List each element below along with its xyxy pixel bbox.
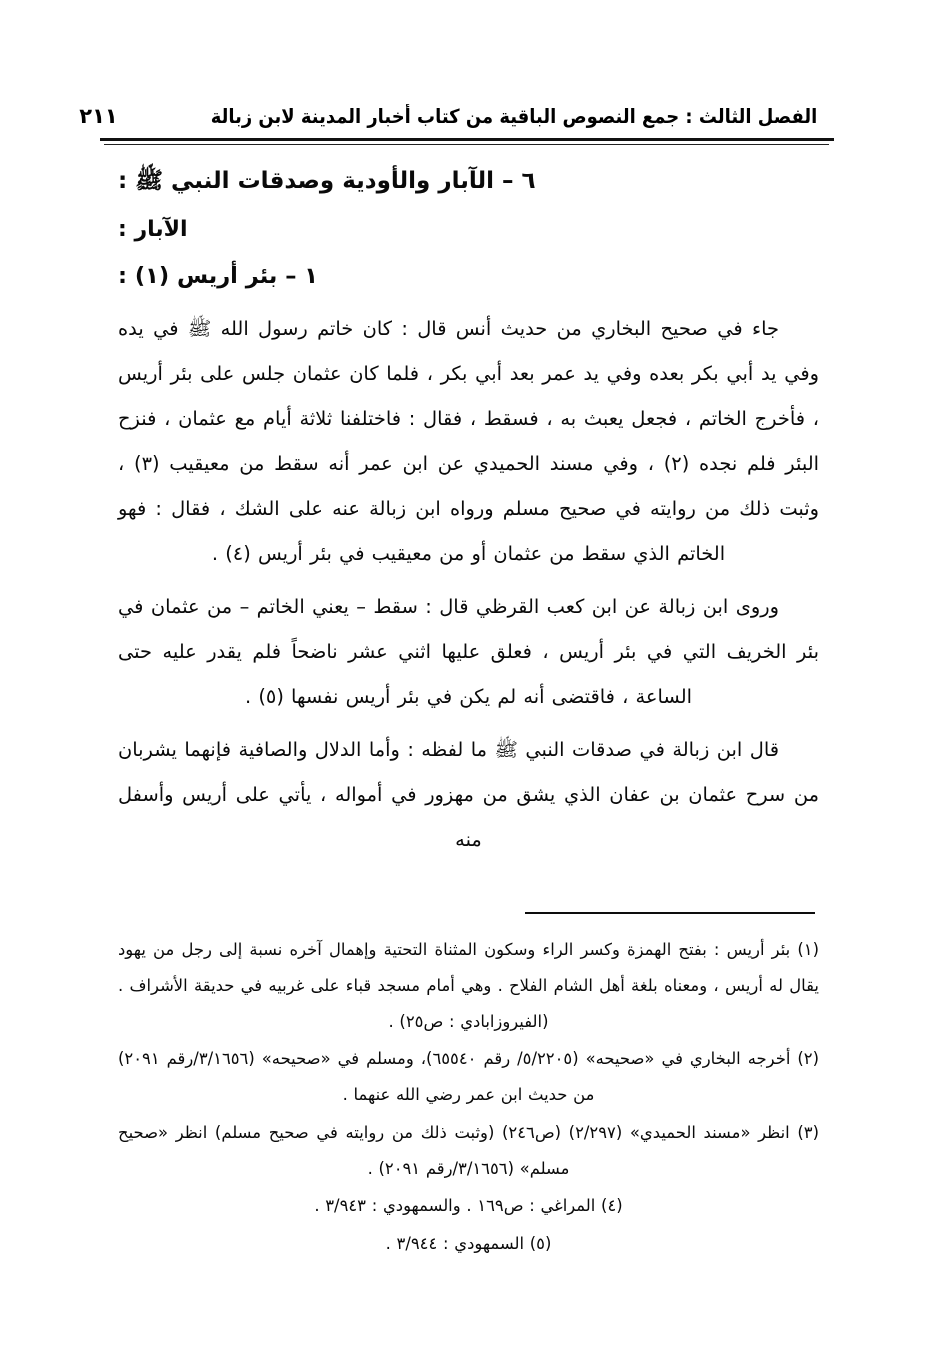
footnote-separator: [525, 912, 815, 914]
footnotes-block: [118, 932, 819, 1264]
header-rule-primary: [100, 138, 834, 141]
running-header: [79, 104, 817, 138]
item-heading: ١ – بئر أريس (١) :: [118, 262, 319, 289]
subsection-heading: الآبار :: [118, 217, 188, 243]
footnote-5: (٥) السمهودي : ٣/٩٤٤ .: [385, 1234, 552, 1254]
footnote-1: (١) بئر أريس : بفتح الهمزة وكسر الراء وسكون المثناة التحتية وإهمال آخره نسبة إلى رجل من يهود يقال له أريس ، ومعناه بلغة أهل الشام الفلاح . وهي أمام مسجد قباء على غربيه في حديقة الأشراف . (الفيروزابادي : ص٢٥) .: [118, 940, 819, 1031]
body-paragraph-2: وروى ابن زبالة عن ابن كعب القرظي قال : سقط – يعني الخاتم – من عثمان في بئر الخريف التي في بئر أريس ، فعلق عليها اثني عشر ناضحاً فلم يقدر عليه حتى الساعة ، فاقتضى أنه لم يكن في بئر أريس نفسها (٥) .: [118, 595, 819, 709]
body-paragraph-3: قال ابن زبالة في صدقات النبي ﷺ ما لفظه : وأما الدلال والصافية فإنهما يشربان من سرح عثمان بن عفان الذي يشق من مهزور في أمواله ، يأتي على أريس وأسفل منه: [118, 738, 819, 852]
page-number: ٢١١: [79, 104, 118, 128]
footnote-3: (٣) انظر «مسند الحميدي» (٢/٢٩٧) (ص٢٤٦) (وثبت ذلك من روايته في صحيح مسلم) انظر «صحيح مسلم» (٣/١٦٥٦/رقم ٢٠٩١) .: [118, 1122, 819, 1178]
footnote-2: (٢) أخرجه البخاري في «صحيحه» (٥/٢٢٠٥/ رقم ٦٥٥٤٠)، ومسلم في «صحيحه» (٣/١٦٥٦/رقم ٢٠٩١) من حديث ابن عمر رضي الله عنهما .: [118, 1049, 819, 1105]
body-paragraph-1: جاء في صحيح البخاري من حديث أنس قال : كان خاتم رسول الله ﷺ في يده وفي يد أبي بكر بعده وفي يد عمر بعد أبي بكر ، فلما كان عثمان جلس على بئر أريس ، فأخرج الخاتم ، فجعل يعبث به ، فسقط ، فقال : فاختلفنا ثلاثة أيام مع عثمان ، فنزح البئر فلم نجده (٢) ، وفي مسند الحميدي عن ابن عمر أنه سقط من معيقيب (٣) ، وثبت ذلك من روايته في صحيح مسلم ورواه ابن زبالة عنه على الشك ، فقال : فهو الخاتم الذي سقط من عثمان أو من معيقيب في بئر أريس (٤) .: [118, 317, 819, 566]
footnote-4: (٤) المراغي : ص١٦٩ . والسمهودي : ٣/٩٤٣ .: [314, 1196, 623, 1216]
section-heading: ٦ – الآبار والأودية وصدقات النبي ﷺ :: [118, 168, 536, 194]
header-title: الفصل الثالث : جمع النصوص الباقية من كتاب أخبار المدينة لابن زبالة: [210, 105, 817, 128]
page-body: [118, 166, 819, 870]
header-row: [79, 104, 817, 128]
header-rule-secondary: [104, 144, 829, 145]
